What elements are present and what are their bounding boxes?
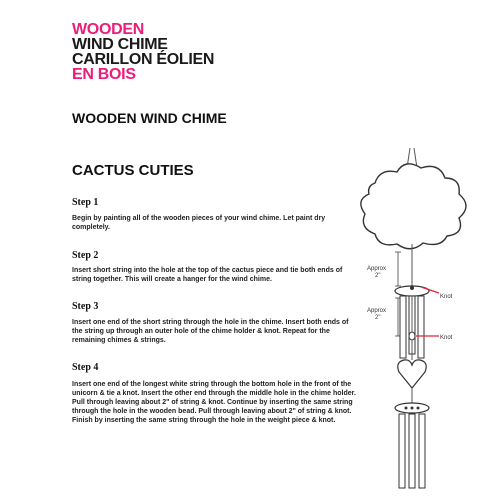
step-2-title: Step 2 [72, 250, 99, 261]
approx-1-dist: 2" [375, 273, 381, 279]
approx-2-label: Approx [367, 308, 387, 314]
chime-tube [419, 414, 425, 488]
chime-tube [418, 296, 424, 358]
step-1-body: Begin by painting all of the wooden pieces of your wind chime. Let paint dry completely. [72, 215, 326, 231]
step-3-body: Insert one end of the short string through the hole in the chime. Insert both ends of the string up through an outer hole of the chime holder & knot. Repeat for the remaining chimes & strings. [72, 319, 349, 344]
cactus-piece [361, 164, 466, 249]
brand-logo [72, 22, 214, 82]
wooden-bead [409, 332, 415, 340]
holder-hole [411, 407, 414, 410]
wind-chime-diagram [355, 148, 485, 493]
chime-tube [400, 296, 406, 358]
heart-weight [398, 360, 426, 388]
step-3-title: Step 3 [72, 301, 99, 312]
step-4-title: Step 4 [72, 362, 99, 373]
approx-1-label: Approx [367, 266, 387, 272]
lower-chimes [399, 414, 425, 488]
knot-2-label: Knot [440, 335, 453, 341]
knot-1-label: Knot [440, 294, 453, 300]
document-title: WOODEN WIND CHIME [72, 110, 227, 126]
holder-hole [417, 407, 420, 410]
chime-tube [399, 414, 405, 488]
holder-hole [405, 407, 408, 410]
knot-1-dot [410, 286, 414, 290]
project-title: CACTUS CUTIES [72, 162, 194, 179]
logo-line-carillon: CARILLON ÉOLIEN [72, 51, 215, 68]
logo-line-en-bois: EN BOIS [72, 66, 136, 83]
step-4-body: Insert one end of the longest white string through the bottom hole in the front of the unicorn & tie a knot. Insert the other end through the middle hole in the chime holder. Pull through leaving about 2" of string & knot. Continue by inserting the same string through the hole in the wooden bead. Pull through leaving about 2" of string & knot. Finish by inserting the same string through the hole in the weight piece & knot. [72, 381, 356, 424]
logo-line-wind-chime: WIND CHIME [72, 36, 168, 53]
chime-tube [409, 414, 415, 488]
step-1-title: Step 1 [72, 197, 99, 208]
step-2-body: Insert short string into the hole at the top of the cactus piece and tie both ends of string together. This will create a hanger for the wind chime. [72, 267, 343, 283]
approx-2-dist: 2" [375, 315, 381, 321]
logo-line-wooden: WOODEN [72, 21, 144, 38]
